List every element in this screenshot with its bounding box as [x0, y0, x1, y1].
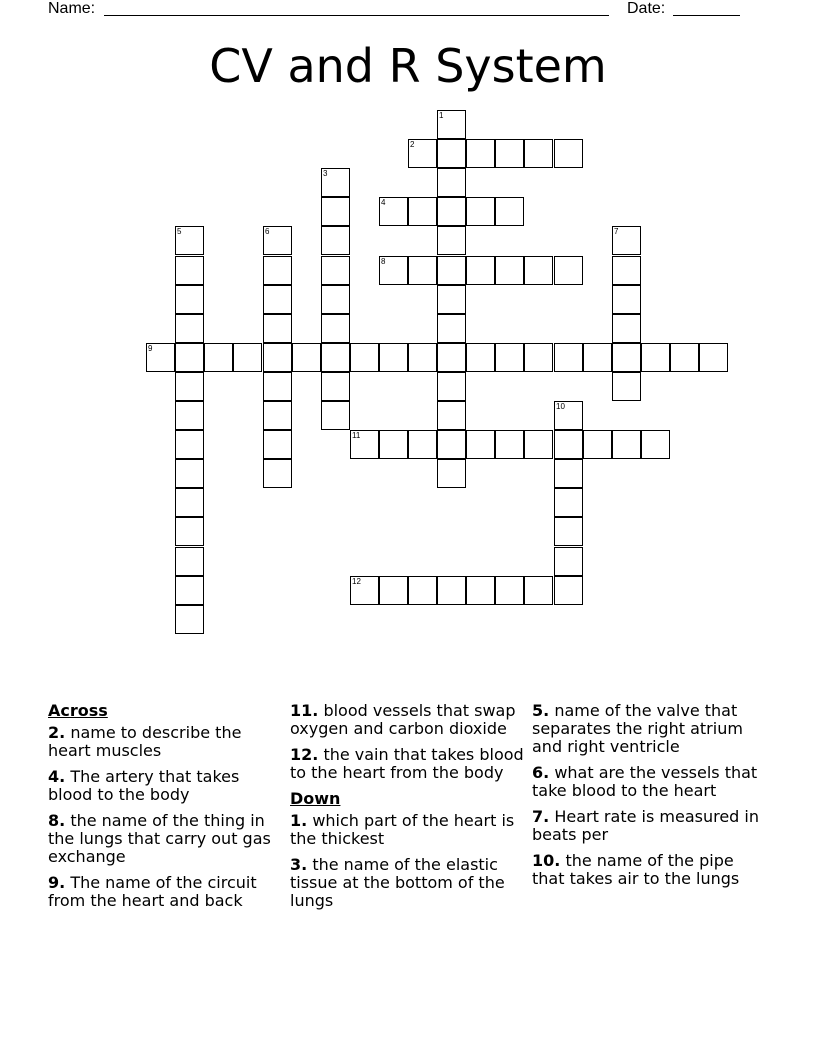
- grid-cell[interactable]: [437, 343, 466, 372]
- clue-number: 3: [290, 855, 302, 874]
- grid-cell[interactable]: [263, 314, 292, 343]
- grid-cell[interactable]: [495, 256, 524, 285]
- grid-cell[interactable]: [437, 430, 466, 459]
- clue-number-label: 7: [614, 227, 619, 236]
- grid-cell[interactable]: [175, 343, 204, 372]
- grid-cell[interactable]: [437, 401, 466, 430]
- grid-cell[interactable]: [175, 547, 204, 576]
- grid-cell[interactable]: [466, 576, 495, 605]
- grid-cell[interactable]: [437, 372, 466, 401]
- grid-cell[interactable]: [583, 343, 612, 372]
- page-title: CV and R System: [209, 39, 607, 93]
- grid-cell[interactable]: [554, 488, 583, 517]
- clue-text: the vain that takes blood to the heart from the body: [290, 745, 524, 782]
- clue-number-label: 9: [148, 344, 153, 353]
- clue-number-label: 5: [177, 227, 182, 236]
- clue-text: The artery that takes blood to the body: [48, 767, 240, 804]
- grid-cell[interactable]: [437, 168, 466, 197]
- grid-cell[interactable]: [350, 343, 379, 372]
- grid-cell[interactable]: [554, 343, 583, 372]
- grid-cell[interactable]: [495, 430, 524, 459]
- grid-cell[interactable]: [466, 256, 495, 285]
- grid-cell[interactable]: [321, 343, 350, 372]
- clues-column-1: [48, 702, 284, 918]
- clue-number: 6: [532, 763, 544, 782]
- grid-cell[interactable]: [437, 226, 466, 255]
- grid-cell[interactable]: [321, 226, 350, 255]
- grid-cell[interactable]: [612, 285, 641, 314]
- grid-cell[interactable]: [321, 285, 350, 314]
- clue-text: name to describe the heart muscles: [48, 723, 242, 760]
- grid-cell[interactable]: [437, 197, 466, 226]
- grid-cell[interactable]: [495, 576, 524, 605]
- grid-cell[interactable]: [495, 197, 524, 226]
- clue-down-10: 10. the name of the pipe that takes air to the lungs: [532, 851, 740, 888]
- grid-cell[interactable]: [175, 430, 204, 459]
- clue-across-4: 4. The artery that takes blood to the body: [48, 767, 240, 804]
- grid-cell[interactable]: [321, 372, 350, 401]
- grid-cell[interactable]: [292, 343, 321, 372]
- grid-cell[interactable]: [204, 343, 233, 372]
- grid-cell[interactable]: [554, 517, 583, 546]
- grid-cell[interactable]: [408, 256, 437, 285]
- grid-cell[interactable]: [175, 314, 204, 343]
- grid-cell[interactable]: [263, 285, 292, 314]
- clue-across-12: 12. the vain that takes blood to the heart from the body: [290, 745, 524, 782]
- grid-cell[interactable]: [612, 314, 641, 343]
- grid-cell[interactable]: [263, 256, 292, 285]
- grid-cell[interactable]: [641, 430, 670, 459]
- grid-cell[interactable]: [524, 430, 553, 459]
- clue-across-2: 2. name to describe the heart muscles: [48, 723, 242, 760]
- across-heading: Across: [48, 701, 108, 720]
- grid-cell[interactable]: [408, 197, 437, 226]
- clue-number: 12: [290, 745, 313, 764]
- grid-cell[interactable]: [612, 430, 641, 459]
- clue-number-label: 10: [556, 402, 565, 411]
- grid-cell[interactable]: [321, 314, 350, 343]
- grid-cell[interactable]: [175, 256, 204, 285]
- clue-down-1: 1. which part of the heart is the thickest: [290, 811, 515, 848]
- clue-number: 1: [290, 811, 302, 830]
- clue-number-label: 6: [265, 227, 270, 236]
- grid-cell[interactable]: [321, 401, 350, 430]
- clue-down-6: 6. what are the vessels that take blood to the heart: [532, 763, 758, 800]
- grid-cell[interactable]: [263, 372, 292, 401]
- clue-number: 9: [48, 873, 60, 892]
- grid-cell[interactable]: [175, 605, 204, 634]
- grid-cell[interactable]: [175, 285, 204, 314]
- clue-number-label: 3: [323, 169, 328, 178]
- grid-cell[interactable]: [495, 343, 524, 372]
- clue-number-label: 4: [381, 198, 386, 207]
- clue-number-label: 11: [352, 431, 361, 440]
- clue-number: 4: [48, 767, 60, 786]
- clue-number: 7: [532, 807, 544, 826]
- down-heading: Down: [290, 789, 341, 808]
- clue-number-label: 2: [410, 140, 415, 149]
- grid-cell[interactable]: [466, 139, 495, 168]
- clues-column-3: [532, 702, 768, 896]
- grid-cell[interactable]: [408, 576, 437, 605]
- grid-cell[interactable]: [379, 343, 408, 372]
- grid-cell[interactable]: [321, 256, 350, 285]
- grid-cell[interactable]: [379, 576, 408, 605]
- grid-cell[interactable]: [612, 372, 641, 401]
- clue-text: blood vessels that swap oxygen and carbon dioxide: [290, 701, 516, 738]
- clue-number: 5: [532, 701, 544, 720]
- grid-cell[interactable]: [466, 430, 495, 459]
- grid-cell[interactable]: [437, 285, 466, 314]
- grid-cell[interactable]: [554, 430, 583, 459]
- grid-cell[interactable]: [554, 547, 583, 576]
- grid-cell[interactable]: [408, 343, 437, 372]
- grid-cell[interactable]: [641, 343, 670, 372]
- grid-cell[interactable]: [321, 197, 350, 226]
- grid-cell[interactable]: [408, 430, 437, 459]
- grid-cell[interactable]: [437, 256, 466, 285]
- grid-cell[interactable]: [583, 430, 612, 459]
- grid-cell[interactable]: [175, 576, 204, 605]
- clue-down-3: 3. the name of the elastic tissue at the bottom of the lungs: [290, 855, 505, 910]
- name-label: Name:: [48, 0, 96, 17]
- grid-cell[interactable]: [379, 430, 408, 459]
- grid-cell[interactable]: [554, 139, 583, 168]
- grid-cell[interactable]: [554, 459, 583, 488]
- grid-cell[interactable]: [554, 576, 583, 605]
- clue-text: what are the vessels that take blood to the heart: [532, 763, 758, 800]
- grid-cell[interactable]: [495, 139, 524, 168]
- grid-cell[interactable]: [524, 576, 553, 605]
- clue-text: The name of the circuit from the heart and back: [48, 873, 257, 910]
- grid-cell[interactable]: [175, 401, 204, 430]
- clue-number-label: 8: [381, 257, 386, 266]
- grid-cell[interactable]: [466, 197, 495, 226]
- grid-cell[interactable]: [524, 256, 553, 285]
- grid-cell[interactable]: [263, 343, 292, 372]
- grid-cell[interactable]: [670, 343, 699, 372]
- clue-text: the name of the thing in the lungs that carry out gas exchange: [48, 811, 271, 866]
- clue-text: name of the valve that separates the right atrium and right ventricle: [532, 701, 743, 756]
- grid-cell[interactable]: [263, 401, 292, 430]
- grid-cell[interactable]: [437, 459, 466, 488]
- clue-across-8: 8. the name of the thing in the lungs that carry out gas exchange: [48, 811, 271, 866]
- clue-number-label: 1: [439, 111, 444, 120]
- grid-cell[interactable]: [175, 488, 204, 517]
- grid-cell[interactable]: [612, 343, 641, 372]
- grid-cell[interactable]: [437, 576, 466, 605]
- grid-cell[interactable]: [524, 139, 553, 168]
- clue-down-7: 7. Heart rate is measured in beats per: [532, 807, 759, 844]
- grid-cell[interactable]: [554, 256, 583, 285]
- grid-cell[interactable]: [437, 139, 466, 168]
- grid-cell[interactable]: [466, 343, 495, 372]
- clue-number-label: 12: [352, 577, 361, 586]
- clue-number: 11: [290, 701, 313, 720]
- clue-text: the name of the elastic tissue at the bottom of the lungs: [290, 855, 505, 910]
- grid-cell[interactable]: [699, 343, 728, 372]
- clue-down-5: 5. name of the valve that separates the right atrium and right ventricle: [532, 701, 743, 756]
- clue-text: Heart rate is measured in beats per: [532, 807, 759, 844]
- clues-column-2: [290, 702, 526, 918]
- grid-cell[interactable]: [612, 256, 641, 285]
- grid-cell[interactable]: [233, 343, 262, 372]
- grid-cell[interactable]: [175, 372, 204, 401]
- clue-across-11: 11. blood vessels that swap oxygen and carbon dioxide: [290, 701, 516, 738]
- clue-number: 2: [48, 723, 60, 742]
- grid-cell[interactable]: [263, 430, 292, 459]
- clue-text: the name of the pipe that takes air to the lungs: [532, 851, 740, 888]
- clue-number: 8: [48, 811, 60, 830]
- grid-cell[interactable]: [175, 459, 204, 488]
- date-label: Date:: [627, 0, 666, 17]
- clue-across-9: 9. The name of the circuit from the heart and back: [48, 873, 257, 910]
- grid-cell[interactable]: [263, 459, 292, 488]
- grid-cell[interactable]: [437, 314, 466, 343]
- grid-cell[interactable]: [524, 343, 553, 372]
- grid-cell[interactable]: [175, 517, 204, 546]
- clue-text: which part of the heart is the thickest: [290, 811, 515, 848]
- clue-number: 10: [532, 851, 555, 870]
